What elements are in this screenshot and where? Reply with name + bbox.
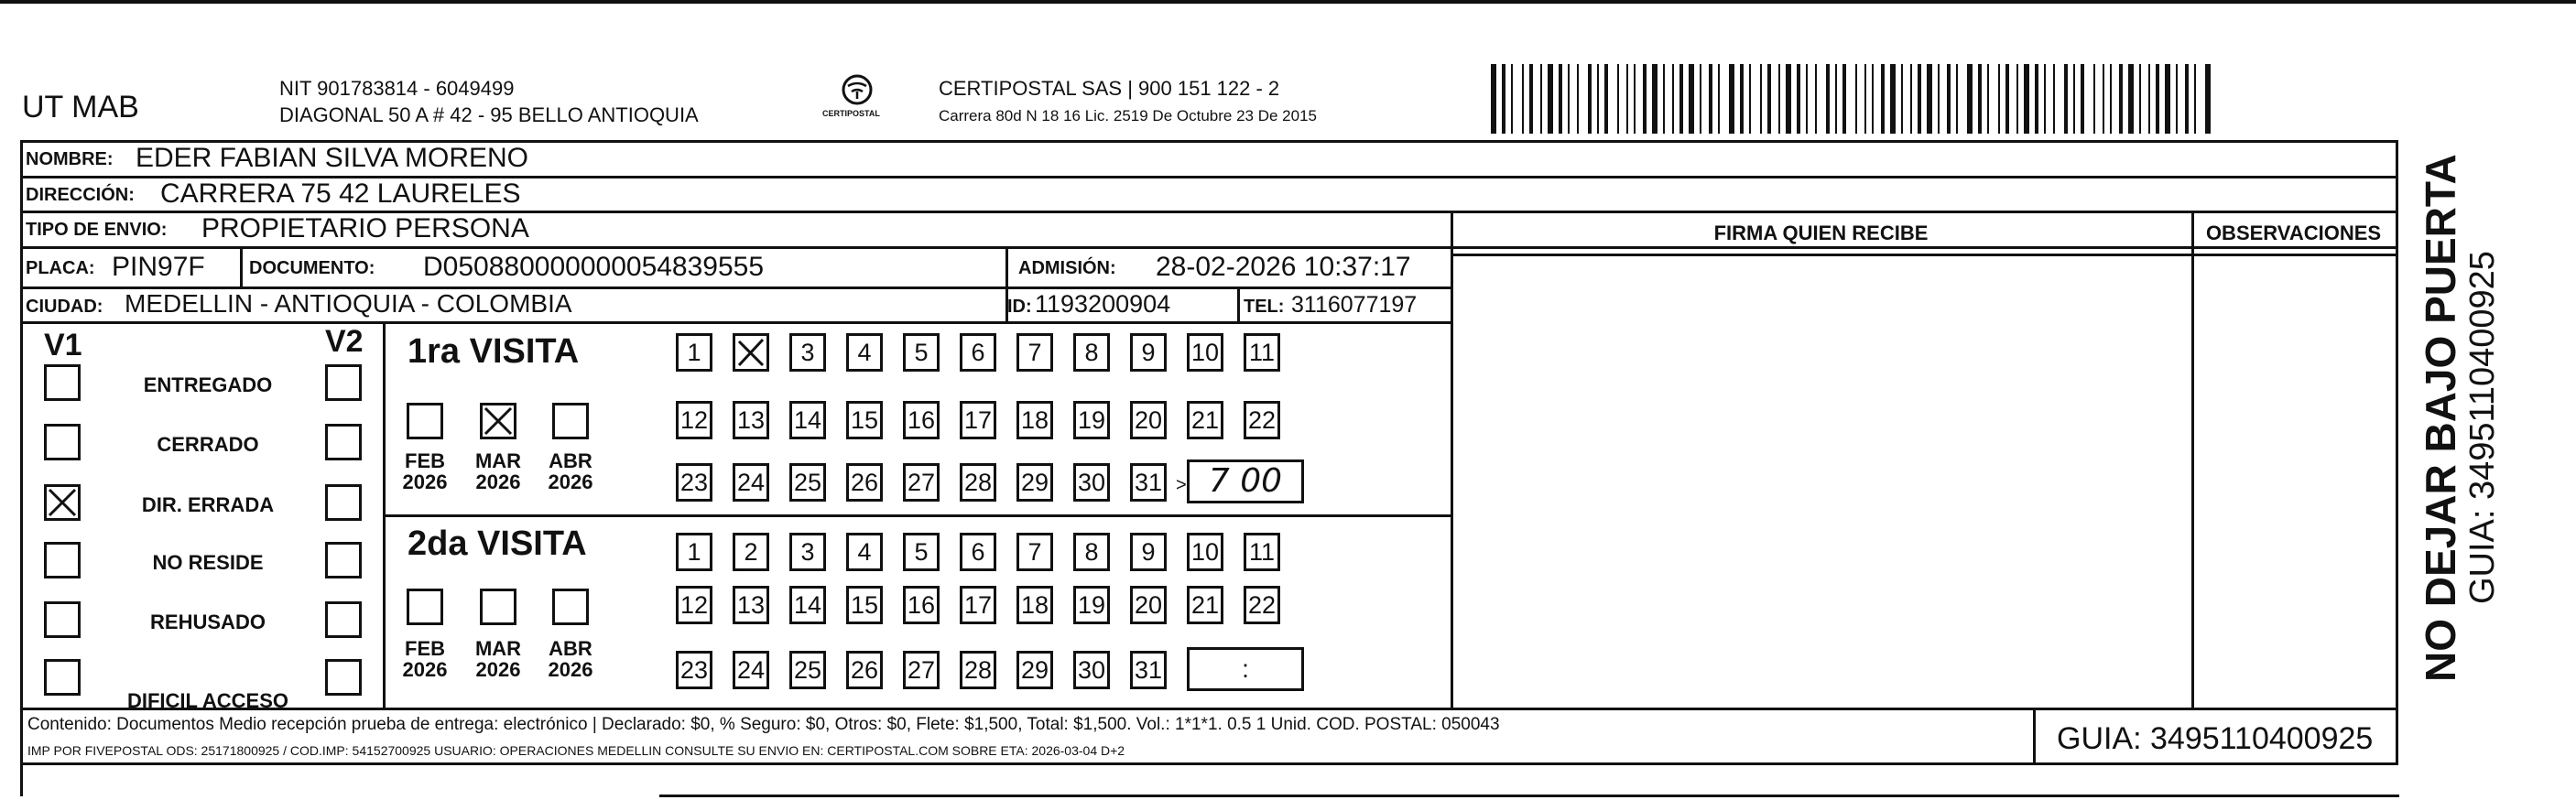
barcode-bar xyxy=(1826,64,1830,134)
visit2-day-box[interactable]: 26 xyxy=(846,651,883,689)
visit2-day-box[interactable]: 24 xyxy=(733,651,769,689)
visit2-day-box[interactable]: 1 xyxy=(676,533,712,571)
visit2-day-box[interactable]: 12 xyxy=(676,586,712,624)
form-bottom-line xyxy=(20,762,2398,765)
visit2-month-year: 2026 xyxy=(402,658,448,682)
visit1-month-label xyxy=(394,450,456,492)
visit2-month-checkbox[interactable] xyxy=(407,589,443,625)
visit1-day-box[interactable]: 14 xyxy=(789,401,826,439)
barcode-bar xyxy=(1626,64,1628,134)
visit1-day-box[interactable]: 12 xyxy=(676,401,712,439)
barcode-bar xyxy=(1709,64,1712,134)
barcode-bar xyxy=(1548,64,1553,134)
visit2-day-box[interactable]: 17 xyxy=(960,586,996,624)
placa-label: PLACA: xyxy=(26,258,95,278)
carrier-name: CERTIPOSTAL SAS | 900 151 122 - 2 xyxy=(939,77,1280,100)
barcode-bar xyxy=(2016,64,2018,134)
bottom-left-tick xyxy=(20,764,23,796)
barcode-bar xyxy=(1760,64,1762,134)
barcode-bar xyxy=(1767,64,1771,134)
barcode-bar xyxy=(1842,64,1846,134)
v1-checkbox[interactable] xyxy=(44,364,81,401)
visit2-day-box[interactable]: 9 xyxy=(1130,533,1167,571)
visit2-day-box[interactable]: 15 xyxy=(846,586,883,624)
visit1-day-box[interactable] xyxy=(733,333,769,372)
ciudad-label: CIUDAD: xyxy=(26,297,103,317)
guia-divider xyxy=(2033,708,2036,764)
documento-label: DOCUMENTO: xyxy=(249,258,375,278)
visit2-day-box[interactable]: 20 xyxy=(1130,586,1167,624)
barcode-bar xyxy=(1956,64,1958,134)
barcode-bar xyxy=(1815,64,1817,134)
visit2-day-box[interactable]: 22 xyxy=(1244,586,1280,624)
visit2-month-name: ABR xyxy=(549,637,592,660)
visit1-day-box[interactable]: 25 xyxy=(789,463,826,502)
direccion-label: DIRECCIÓN: xyxy=(26,185,135,205)
footer-guia: GUIA: 3495110400925 xyxy=(2057,721,2374,756)
status-label: REHUSADO xyxy=(150,611,266,633)
visit2-day-box[interactable]: 29 xyxy=(1016,651,1053,689)
company-nit: NIT 901783814 - 6049499 xyxy=(279,77,515,100)
barcode-bar xyxy=(1797,64,1800,134)
firma-col-line xyxy=(1451,211,1453,709)
visit1-month-label xyxy=(467,450,529,492)
row-line xyxy=(20,246,2398,249)
placa-divider xyxy=(240,246,243,286)
barcode-bar xyxy=(1577,64,1579,134)
visit1-day-box[interactable]: 9 xyxy=(1130,333,1167,372)
id-label: ID: xyxy=(1007,297,1032,317)
barcode xyxy=(1491,64,2214,134)
barcode-bar xyxy=(2044,64,2046,134)
barcode-bar xyxy=(2165,64,2170,134)
barcode-bar xyxy=(2024,64,2029,134)
visit1-day-box[interactable]: 7 xyxy=(1016,333,1053,372)
visit1-day-box[interactable]: 20 xyxy=(1130,401,1167,439)
barcode-bar xyxy=(2156,64,2159,134)
barcode-bar xyxy=(1604,64,1608,134)
visit2-day-box[interactable]: 31 xyxy=(1130,651,1167,689)
barcode-bar xyxy=(2110,64,2112,134)
barcode-bar xyxy=(1559,64,1562,134)
visit2-day-box[interactable]: 21 xyxy=(1187,586,1223,624)
v1-checkbox[interactable] xyxy=(44,484,81,521)
barcode-bar xyxy=(2119,64,2123,134)
visit1-day-box[interactable]: 11 xyxy=(1244,333,1280,372)
visit2-day-box[interactable]: 11 xyxy=(1244,533,1280,571)
visit1-day-box[interactable]: 30 xyxy=(1073,463,1110,502)
visit2-day-box[interactable]: 30 xyxy=(1073,651,1110,689)
barcode-bar xyxy=(2139,64,2141,134)
barcode-bar xyxy=(1987,64,1989,134)
form-right-line xyxy=(2396,140,2398,764)
visit1-time-field[interactable]: 7 00 xyxy=(1187,459,1304,503)
barcode-bar xyxy=(1740,64,1744,134)
visit1-day-box[interactable]: 5 xyxy=(903,333,940,372)
visit1-day-box[interactable]: 21 xyxy=(1187,401,1223,439)
barcode-bar xyxy=(1700,64,1701,134)
status-label: CERRADO xyxy=(157,433,259,456)
v2-label: V2 xyxy=(325,324,364,359)
footer-imp: IMP POR FIVEPOSTAL ODS: 25171800925 / COD.IMP: 54152700925 USUARIO: OPERACIONES MEDELLIN CONSULTE SU ENVIO EN: CERTIPOSTAL.COM SOBRE ETA: 2026-03-04 D+2 xyxy=(27,743,1125,758)
check-mark-icon xyxy=(735,336,766,369)
visit1-day-box[interactable]: 1 xyxy=(676,333,712,372)
visit2-day-box[interactable]: 10 xyxy=(1187,533,1223,571)
barcode-bar xyxy=(2053,64,2055,134)
visit1-month-label xyxy=(539,450,602,492)
visit2-day-box[interactable]: 16 xyxy=(903,586,940,624)
visit2-month-name: MAR xyxy=(474,637,522,660)
check-mark-icon xyxy=(483,405,514,437)
visit1-day-box[interactable]: 18 xyxy=(1016,401,1053,439)
barcode-bar xyxy=(2128,64,2134,134)
barcode-bar xyxy=(2194,64,2196,134)
barcode-bar xyxy=(2081,64,2084,134)
visit1-day-box[interactable]: 4 xyxy=(846,333,883,372)
visit1-month-checkbox[interactable] xyxy=(552,403,589,439)
visit2-month-label xyxy=(539,638,602,680)
barcode-bar xyxy=(1643,64,1647,134)
barcode-bar xyxy=(1663,64,1665,134)
visit1-day-box[interactable]: 10 xyxy=(1187,333,1223,372)
tel-divider xyxy=(1237,286,1240,321)
visit2-time-field[interactable]: : xyxy=(1187,647,1304,691)
footer-content: Contenido: Documentos Medio recepción prueba de entrega: electrónico | Declarado: $0, % Seguro: $0, Otros: $0, Flete: $1,500, Total: $1,500. Vol.: 1*1*1. 0.5 1 Unid. COD. POSTAL: 050043 xyxy=(27,715,1500,734)
visit2-title: 2da VISITA xyxy=(408,524,587,563)
nombre-value: EDER FABIAN SILVA MORENO xyxy=(136,143,528,173)
barcode-bar xyxy=(1998,64,2000,134)
v1-checkbox[interactable] xyxy=(44,601,81,638)
v2-checkbox[interactable] xyxy=(325,484,362,521)
v1-label: V1 xyxy=(44,328,82,362)
visit1-day-box[interactable]: 15 xyxy=(846,401,883,439)
obs-col-line xyxy=(2191,211,2194,709)
tel-label: TEL: xyxy=(1244,297,1285,317)
visit2-day-box[interactable]: 7 xyxy=(1016,533,1053,571)
top-border xyxy=(0,0,2576,4)
company-address: DIAGONAL 50 A # 42 - 95 BELLO ANTIOQUIA xyxy=(279,103,699,126)
id-value: 1193200904 xyxy=(1035,290,1171,318)
visit2-month-label xyxy=(394,638,456,680)
barcode-bar xyxy=(1617,64,1619,134)
row-line xyxy=(1453,254,2397,256)
barcode-bar xyxy=(1778,64,1780,134)
visit1-day-box[interactable]: 31 xyxy=(1130,463,1167,502)
visit2-day-box[interactable]: 27 xyxy=(903,651,940,689)
v2-checkbox[interactable] xyxy=(325,542,362,578)
visit2-month-year: 2026 xyxy=(475,658,521,682)
visit1-day-box[interactable]: 6 xyxy=(960,333,996,372)
direccion-value: CARRERA 75 42 LAURELES xyxy=(160,178,521,209)
placa-value: PIN97F xyxy=(112,252,205,282)
side-warning: NO DEJAR BAJO PUERTA xyxy=(2417,154,2464,682)
barcode-bar xyxy=(1502,64,1505,134)
visit1-day-box[interactable]: 28 xyxy=(960,463,996,502)
carrier-license: Carrera 80d N 18 16 Lic. 2519 De Octubre 23 De 2015 xyxy=(939,107,1317,124)
tel-value: 3116077197 xyxy=(1291,292,1418,318)
visit-divider xyxy=(383,514,1453,517)
visit2-day-box[interactable]: 14 xyxy=(789,586,826,624)
visit2-month-name: FEB xyxy=(405,637,445,660)
visit2-day-box[interactable]: 13 xyxy=(733,586,769,624)
barcode-bar xyxy=(1522,64,1524,134)
barcode-bar xyxy=(2148,64,2150,134)
barcode-bar xyxy=(1835,64,1837,134)
documento-value: D050880000000054839555 xyxy=(423,252,765,282)
v1-checkbox[interactable] xyxy=(44,424,81,460)
v2-checkbox[interactable] xyxy=(325,601,362,638)
visit2-day-box[interactable]: 3 xyxy=(789,533,826,571)
visit1-month-name: ABR xyxy=(549,449,592,472)
barcode-bar xyxy=(1872,64,1874,134)
barcode-bar xyxy=(2035,64,2038,134)
visit1-day-box[interactable]: 19 xyxy=(1073,401,1110,439)
visit2-month-year: 2026 xyxy=(548,658,593,682)
barcode-bar xyxy=(2185,64,2189,134)
barcode-bar xyxy=(1540,64,1542,134)
status-col-line xyxy=(383,321,386,709)
bottom-cut-line xyxy=(659,795,2399,797)
visit1-day-box[interactable]: 24 xyxy=(733,463,769,502)
barcode-bar xyxy=(1672,64,1674,134)
visit1-day-box[interactable]: 13 xyxy=(733,401,769,439)
visit2-day-box[interactable]: 25 xyxy=(789,651,826,689)
visit2-month-checkbox[interactable] xyxy=(552,589,589,625)
visit2-month-label xyxy=(467,638,529,680)
observaciones-header: OBSERVACIONES xyxy=(2205,222,2382,244)
visit2-day-box[interactable]: 5 xyxy=(903,533,940,571)
barcode-bar xyxy=(1689,64,1694,134)
v2-checkbox[interactable] xyxy=(325,659,362,696)
barcode-bar xyxy=(1978,64,1982,134)
visit1-month-year: 2026 xyxy=(548,470,593,494)
visit1-title: 1ra VISITA xyxy=(408,332,580,371)
nombre-label: NOMBRE: xyxy=(26,149,114,169)
v1-checkbox[interactable] xyxy=(44,542,81,578)
status-label: DIFICIL ACCESO xyxy=(126,689,288,712)
status-label: DIR. ERRADA xyxy=(141,493,275,516)
ciudad-value: MEDELLIN - ANTIOQUIA - COLOMBIA xyxy=(125,289,572,318)
barcode-bar xyxy=(1718,64,1720,134)
visit2-day-box[interactable]: 6 xyxy=(960,533,996,571)
v2-checkbox[interactable] xyxy=(325,364,362,401)
visit1-month-year: 2026 xyxy=(475,470,521,494)
barcode-bar xyxy=(1918,64,1921,134)
barcode-bar xyxy=(2103,64,2104,134)
barcode-bar xyxy=(1634,64,1636,134)
certipostal-logo xyxy=(813,73,901,124)
visit1-day-box[interactable]: 29 xyxy=(1016,463,1053,502)
status-label: NO RESIDE xyxy=(152,551,264,574)
form-left-line xyxy=(20,140,23,764)
barcode-bar xyxy=(1855,64,1857,134)
visit2-day-box[interactable]: 4 xyxy=(846,533,883,571)
barcode-bar xyxy=(2064,64,2068,134)
row-line xyxy=(20,708,2398,710)
visit1-day-box[interactable]: 3 xyxy=(789,333,826,372)
visit1-month-year: 2026 xyxy=(402,470,448,494)
visit2-day-box[interactable]: 28 xyxy=(960,651,996,689)
tipo-envio-label: TIPO DE ENVIO: xyxy=(26,220,168,240)
barcode-bar xyxy=(1491,64,1496,134)
barcode-bar xyxy=(2176,64,2178,134)
barcode-bar xyxy=(1927,64,1932,134)
visit1-month-checkbox[interactable] xyxy=(407,403,443,439)
tipo-envio-value: PROPIETARIO PERSONA xyxy=(201,213,529,243)
barcode-bar xyxy=(1529,64,1533,134)
visit1-day-box[interactable]: 26 xyxy=(846,463,883,502)
barcode-bar xyxy=(1967,64,1973,134)
barcode-bar xyxy=(1881,64,1885,134)
barcode-bar xyxy=(1729,64,1734,134)
visit2-day-box[interactable]: 18 xyxy=(1016,586,1053,624)
logo-text: CERTIPOSTAL xyxy=(822,109,880,118)
admision-label: ADMISIÓN: xyxy=(1018,258,1116,278)
barcode-bar xyxy=(1864,64,1866,134)
barcode-bar xyxy=(1597,64,1599,134)
barcode-bar xyxy=(1568,64,1570,134)
v1-checkbox[interactable] xyxy=(44,659,81,696)
visit1-month-name: FEB xyxy=(405,449,445,472)
barcode-bar xyxy=(1679,64,1683,134)
barcode-bar xyxy=(1890,64,1896,134)
admision-value: 28-02-2026 10:37:17 xyxy=(1156,252,1411,282)
company-name: UT MAB xyxy=(22,90,139,124)
check-mark-icon xyxy=(47,487,78,518)
side-guia: GUIA: 3495110400925 xyxy=(2463,251,2502,604)
barcode-bar xyxy=(1910,64,1912,134)
barcode-bar xyxy=(2073,64,2075,134)
visit1-day-box[interactable]: 16 xyxy=(903,401,940,439)
visit2-month-checkbox[interactable] xyxy=(480,589,516,625)
barcode-bar xyxy=(1947,64,1951,134)
visit1-day-box[interactable]: 17 xyxy=(960,401,996,439)
barcode-bar xyxy=(1901,64,1903,134)
v2-checkbox[interactable] xyxy=(325,424,362,460)
visit2-day-box[interactable]: 8 xyxy=(1073,533,1110,571)
visit1-day-box[interactable]: 8 xyxy=(1073,333,1110,372)
barcode-bar xyxy=(2005,64,2009,134)
visit1-month-checkbox[interactable] xyxy=(480,403,516,439)
barcode-bar xyxy=(1652,64,1658,134)
visit2-day-box[interactable]: 2 xyxy=(733,533,769,571)
barcode-bar xyxy=(2205,64,2211,134)
row-line xyxy=(20,321,1453,324)
barcode-bar xyxy=(1511,64,1513,134)
barcode-bar xyxy=(1786,64,1791,134)
visit1-day-box[interactable]: 22 xyxy=(1244,401,1280,439)
visit1-day-box[interactable]: 23 xyxy=(676,463,712,502)
visit2-day-box[interactable]: 23 xyxy=(676,651,712,689)
status-label: ENTREGADO xyxy=(143,373,273,396)
barcode-bar xyxy=(1749,64,1751,134)
visit1-day-box[interactable]: 27 xyxy=(903,463,940,502)
visit1-month-name: MAR xyxy=(474,449,522,472)
firma-header: FIRMA QUIEN RECIBE xyxy=(1713,222,1929,244)
barcode-bar xyxy=(1938,64,1940,134)
visit1-time-mark: > xyxy=(1176,475,1187,495)
barcode-bar xyxy=(1806,64,1808,134)
barcode-bar xyxy=(1588,64,1592,134)
barcode-bar xyxy=(2093,64,2095,134)
visit2-day-box[interactable]: 19 xyxy=(1073,586,1110,624)
